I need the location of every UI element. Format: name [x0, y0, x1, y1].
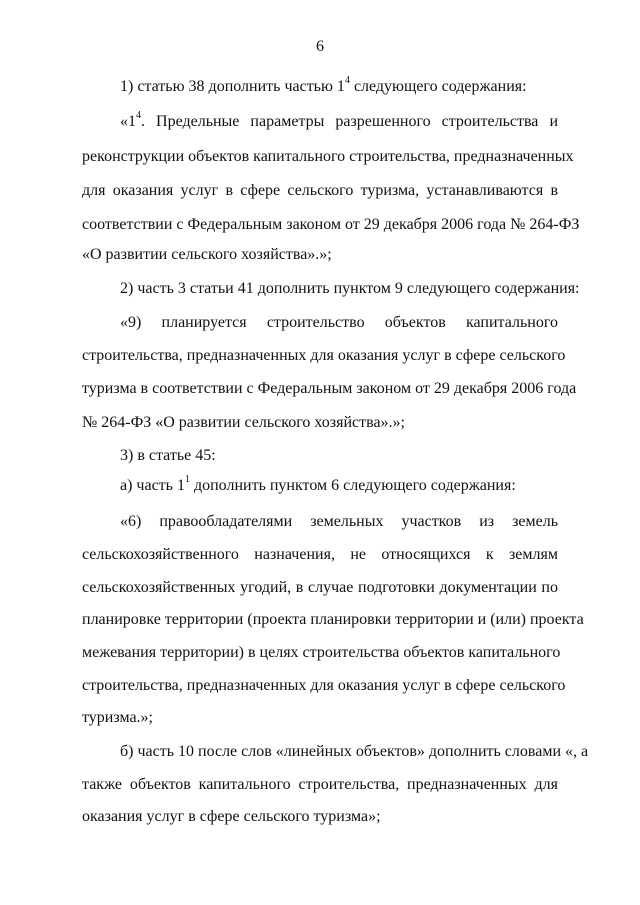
item1-intro: [120, 76, 558, 98]
item3-b-line-1: б) часть 10 после слов «линейных объектов» дополнить словами «, а: [120, 743, 589, 760]
item3-sub-a-superscript: 1: [184, 473, 190, 485]
item3-a-line-2: сельскохозяйственного назначения, не относящихся к землям: [82, 546, 558, 563]
item1-intro-superscript: 4: [344, 74, 350, 86]
item1-quote-superscript: 4: [136, 109, 141, 121]
item1-intro-text-end: следующего содержания:: [349, 78, 527, 95]
item1-quote-line-4: соответствии с Федеральным законом от 29 декабря 2006 года № 264-ФЗ: [82, 216, 580, 233]
item3-a-line-7: туризма.»;: [82, 709, 153, 726]
item3-a-line-5: межевания территории) в целях строительства объектов капитального: [82, 644, 561, 661]
item1-intro-text: 1) статью 38 дополнить частью 1: [120, 78, 345, 95]
page-number: 6: [316, 38, 324, 55]
item2-intro: 2) часть 3 статьи 41 дополнить пунктом 9 следующего содержания:: [120, 280, 580, 297]
item3-b-line-2: также объектов капитального строительства, предназначенных для: [82, 776, 558, 793]
item2-quote-line-3: туризма в соответствии с Федеральным законом от 29 декабря 2006 года: [82, 380, 577, 397]
item3-a-line-6: строительства, предназначенных для оказания услуг в сфере сельского: [82, 677, 566, 694]
item1-quote-text: . Предельные параметры разрешенного строительства и: [141, 113, 558, 130]
item3-sub-a-text: а) часть 1: [120, 477, 185, 494]
item1-quote-line-1: [120, 111, 558, 133]
item1-quote-line-3: для оказания услуг в сфере сельского туризма, устанавливаются в: [82, 182, 558, 199]
item3-sub-a-text-end: дополнить пунктом 6 следующего содержания:: [189, 477, 516, 494]
item3-a-line-3: сельскохозяйственных угодий, в случае подготовки документации по: [82, 579, 558, 596]
item1-quote-line-5: «О развитии сельского хозяйства».»;: [82, 246, 332, 263]
item1-quote-line-2: реконструкции объектов капитального строительства, предназначенных: [82, 148, 574, 165]
item3-intro: 3) в статье 45:: [120, 447, 216, 464]
item3-sub-a-intro: [120, 475, 558, 497]
item1-quote-start: «1: [120, 113, 136, 130]
item2-quote-line-4: № 264-ФЗ «О развитии сельского хозяйства».»;: [82, 414, 405, 431]
item3-b-line-3: оказания услуг в сфере сельского туризма»;: [82, 808, 381, 825]
item3-a-line-1: «6) правообладателями земельных участков из земель: [120, 513, 558, 530]
item2-quote-line-2: строительства, предназначенных для оказания услуг в сфере сельского: [82, 347, 566, 364]
item2-quote-line-1: «9) планируется строительство объектов капитального: [120, 314, 558, 331]
item3-a-line-4: планировке территории (проекта планировки территории и (или) проекта: [82, 611, 584, 628]
